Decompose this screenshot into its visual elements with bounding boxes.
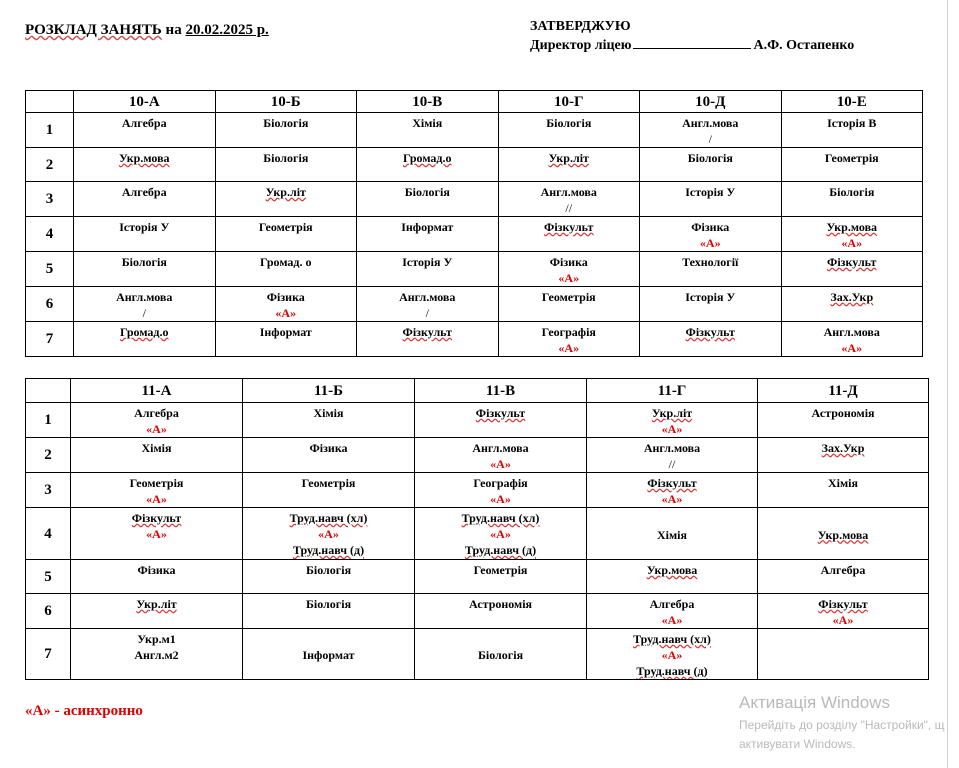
lesson-cell — [357, 287, 499, 322]
subject-name: Укр.мова — [118, 151, 170, 165]
subject-name: Біологія — [477, 648, 524, 662]
lesson-cell — [587, 438, 758, 473]
class-header: 10-А — [74, 91, 216, 113]
lesson-cell — [415, 403, 587, 438]
lesson-cell — [781, 322, 923, 357]
lesson-cell — [215, 287, 357, 322]
subject-name: Хімія — [828, 476, 858, 490]
subject-name: Труд.навч (д) — [636, 664, 708, 678]
table-row — [26, 508, 929, 560]
group-split-mark: / — [708, 132, 712, 146]
lesson-cell — [357, 148, 499, 182]
corner-cell — [26, 91, 74, 113]
lesson-number: 2 — [26, 148, 74, 182]
lesson-number: 3 — [26, 473, 71, 508]
lesson-cell — [758, 473, 929, 508]
lesson-cell — [415, 629, 587, 680]
subject-name: Зах.Укр — [830, 290, 874, 304]
table-row — [26, 148, 923, 182]
lesson-cell — [74, 113, 216, 148]
subject-name: Труд.навч (д) — [292, 543, 365, 557]
subject-name: Фізика — [137, 563, 176, 577]
subject-name: Геометрія — [541, 290, 596, 304]
subject-name: Геометрія — [258, 220, 313, 234]
subject-name: Фізика — [266, 290, 305, 304]
subject-name: Англ.м2 — [134, 648, 179, 662]
lesson-cell — [357, 182, 499, 217]
lesson-cell — [781, 182, 923, 217]
lesson-cell — [71, 560, 243, 594]
async-mark: «А» — [661, 492, 683, 506]
corner-cell — [26, 379, 71, 403]
lesson-cell — [215, 252, 357, 287]
title-on: на — [165, 22, 182, 38]
lesson-cell — [357, 113, 499, 148]
async-mark: «А» — [841, 236, 863, 250]
subject-name: Біологія — [263, 116, 309, 130]
table-row — [26, 473, 929, 508]
subject-name: Інформат — [259, 325, 312, 339]
lesson-cell — [758, 438, 929, 473]
lesson-cell — [781, 252, 923, 287]
lesson-cell — [243, 403, 415, 438]
lesson-cell — [640, 322, 782, 357]
lesson-cell — [243, 508, 415, 560]
subject-name: Труд.навч (хл) — [461, 511, 540, 525]
class-header: 10-Б — [215, 91, 357, 113]
lesson-number: 5 — [26, 252, 74, 287]
subject-name: Алгебра — [121, 116, 167, 130]
lesson-number: 3 — [26, 182, 74, 217]
subject-name: Інформат — [302, 648, 355, 662]
lesson-cell — [758, 594, 929, 629]
lesson-cell — [587, 629, 758, 680]
lesson-cell — [640, 113, 782, 148]
table-row — [26, 113, 923, 148]
subject-name: Географія — [541, 325, 596, 339]
subject-name: Біологія — [263, 151, 309, 165]
subject-name: Біологія — [546, 116, 592, 130]
subject-name: Біологія — [687, 151, 733, 165]
subject-name: Історія У — [685, 185, 736, 199]
lesson-number: 5 — [26, 560, 71, 594]
watermark-line-1: Перейдіть до розділу "Настройки", щ — [739, 718, 945, 732]
lesson-cell — [640, 287, 782, 322]
subject-name: Англ.мова — [682, 116, 739, 130]
subject-name: Громад. о — [260, 255, 312, 269]
subject-name: Труд.навч (хл) — [289, 511, 368, 525]
lesson-cell — [498, 252, 640, 287]
table-row — [26, 217, 923, 252]
subject-name: Історія У — [402, 255, 453, 269]
group-split-mark: // — [565, 201, 573, 215]
lesson-cell — [758, 403, 929, 438]
subject-name: Укр.м1 — [137, 632, 176, 646]
lesson-cell — [587, 508, 758, 560]
class-header: 11-В — [415, 379, 587, 403]
subject-name: Фізкульт — [818, 597, 868, 611]
page-title — [25, 22, 269, 39]
class-header: 11-Б — [243, 379, 415, 403]
subject-name: Укр.мова — [826, 220, 878, 234]
lesson-cell — [243, 438, 415, 473]
async-mark: «А» — [558, 341, 580, 355]
lesson-number: 7 — [26, 322, 74, 357]
subject-name: Укр.літ — [136, 597, 177, 611]
lesson-cell — [71, 508, 243, 560]
lesson-cell — [587, 594, 758, 629]
subject-name: Алгебра — [121, 185, 167, 199]
class-header: 11-Д — [758, 379, 929, 403]
lesson-cell — [74, 148, 216, 182]
subject-name: Біологія — [829, 185, 875, 199]
watermark-title: Активація Windows — [739, 693, 890, 712]
lesson-cell — [498, 217, 640, 252]
async-mark: «А» — [558, 271, 580, 285]
class-header: 10-В — [357, 91, 499, 113]
lesson-cell — [243, 473, 415, 508]
subject-name: Хімія — [412, 116, 443, 130]
subject-name: Астрономія — [468, 597, 533, 611]
subject-name: Інформат — [401, 220, 454, 234]
subject-name: Алгебра — [820, 563, 866, 577]
async-mark: «А» — [490, 457, 511, 471]
async-mark: «А» — [146, 492, 167, 506]
subject-name: Геометрія — [301, 476, 356, 490]
lesson-cell — [71, 473, 243, 508]
lesson-cell — [640, 182, 782, 217]
async-mark: «А» — [661, 613, 683, 627]
async-mark: «А» — [490, 492, 511, 506]
subject-name: Біологія — [305, 563, 352, 577]
async-mark: «А» — [146, 422, 167, 436]
subject-name: Хімія — [657, 527, 687, 542]
lesson-cell — [640, 148, 782, 182]
subject-name: Історія У — [685, 290, 736, 304]
lesson-cell — [498, 148, 640, 182]
lesson-cell — [587, 560, 758, 594]
lesson-cell — [415, 473, 587, 508]
lesson-cell — [243, 594, 415, 629]
async-mark: «А» — [661, 422, 683, 436]
lesson-cell — [74, 182, 216, 217]
lesson-cell — [781, 148, 923, 182]
lesson-cell — [587, 473, 758, 508]
subject-name: Труд.навч (д) — [464, 543, 537, 557]
lesson-cell — [498, 322, 640, 357]
subject-name: Геометрія — [129, 476, 184, 490]
title-main: РОЗКЛАД ЗАНЯТЬ — [25, 22, 162, 38]
class-header: 11-А — [71, 379, 243, 403]
async-mark: «А» — [146, 527, 167, 541]
page-edge — [947, 0, 948, 768]
subject-name: Геометрія — [824, 151, 879, 165]
subject-name: Укр.літ — [265, 185, 306, 199]
director-label: Директор ліцею — [530, 38, 632, 53]
async-mark: «А» — [490, 527, 511, 541]
subject-name: Фізкульт — [402, 325, 452, 339]
lesson-cell — [498, 113, 640, 148]
subject-name: Громад.о — [120, 325, 169, 339]
async-mark: «А» — [832, 613, 854, 627]
lesson-cell — [74, 287, 216, 322]
subject-name: Хімія — [141, 441, 172, 455]
class-header: 11-Г — [587, 379, 758, 403]
lesson-cell — [415, 560, 587, 594]
subject-name: Біологія — [121, 255, 167, 269]
subject-name: Алгебра — [134, 406, 179, 420]
async-mark: «А» — [699, 236, 721, 250]
subject-name: Труд.навч (хл) — [633, 632, 711, 646]
subject-name: Англ.мова — [472, 441, 529, 455]
lesson-number: 6 — [26, 594, 71, 629]
lesson-cell — [71, 403, 243, 438]
lesson-cell — [357, 252, 499, 287]
lesson-cell — [498, 182, 640, 217]
class-header: 10-Г — [498, 91, 640, 113]
lesson-number: 6 — [26, 287, 74, 322]
lesson-cell — [781, 217, 923, 252]
subject-name: Фізкульт — [544, 220, 594, 234]
lesson-cell — [215, 148, 357, 182]
lesson-cell — [758, 508, 929, 560]
lesson-number: 1 — [26, 113, 74, 148]
lesson-cell — [587, 403, 758, 438]
subject-name: Укр.мова — [646, 563, 698, 577]
async-mark: «А» — [841, 341, 863, 355]
subject-name: Укр.літ — [651, 406, 693, 420]
subject-name: Фізика — [549, 255, 588, 269]
group-split-mark: / — [425, 306, 429, 320]
lesson-number: 1 — [26, 403, 71, 438]
class-header: 10-Е — [781, 91, 923, 113]
windows-activation-watermark — [739, 693, 944, 754]
schedule-table-11 — [25, 378, 929, 680]
legend-note: «А» - асинхронно — [25, 703, 143, 719]
subject-name: Алгебра — [649, 597, 695, 611]
subject-name: Історія У — [119, 220, 170, 234]
lesson-cell — [243, 560, 415, 594]
subject-name: Фізкульт — [475, 406, 526, 420]
lesson-cell — [74, 217, 216, 252]
subject-name: Географія — [473, 476, 528, 490]
subject-name: Біологія — [404, 185, 450, 199]
lesson-cell — [215, 113, 357, 148]
group-split-mark: // — [668, 457, 676, 471]
lesson-cell — [498, 287, 640, 322]
lesson-cell — [215, 217, 357, 252]
lesson-cell — [781, 287, 923, 322]
signature-line — [633, 36, 751, 49]
subject-name: Укр.літ — [548, 151, 589, 165]
subject-name: Англ.мова — [643, 441, 701, 455]
subject-name: Біологія — [305, 597, 352, 611]
lesson-cell — [357, 217, 499, 252]
lesson-cell — [215, 322, 357, 357]
async-mark: «А» — [318, 527, 339, 541]
lesson-cell — [415, 438, 587, 473]
subject-name: Фізика — [691, 220, 730, 234]
approval-block — [530, 17, 854, 55]
lesson-cell — [758, 629, 929, 680]
lesson-cell — [781, 113, 923, 148]
subject-name: Громад.о — [403, 151, 452, 165]
subject-name: Укр.мова — [817, 527, 869, 542]
table-row — [26, 438, 929, 473]
group-split-mark: / — [142, 306, 146, 320]
subject-name: Геометрія — [473, 563, 528, 577]
subject-name: Англ.мова — [823, 325, 880, 339]
lesson-cell — [243, 629, 415, 680]
lesson-number: 7 — [26, 629, 71, 680]
table-row — [26, 560, 929, 594]
subject-name: Астрономія — [811, 406, 875, 420]
subject-name: Фізкульт — [685, 325, 735, 339]
lesson-cell — [71, 594, 243, 629]
lesson-number: 2 — [26, 438, 71, 473]
class-header: 10-Д — [640, 91, 782, 113]
subject-name: Зах.Укр — [821, 441, 865, 455]
director-name: А.Ф. Остапенко — [753, 38, 855, 53]
lesson-cell — [758, 560, 929, 594]
table-row — [26, 403, 929, 438]
lesson-cell — [71, 438, 243, 473]
subject-name: Англ.мова — [116, 290, 173, 304]
subject-name: Технології — [682, 255, 739, 269]
table-row — [26, 287, 923, 322]
title-date: 20.02.2025 р. — [185, 22, 269, 38]
subject-name: Фізкульт — [827, 255, 877, 269]
subject-name: Фізкульт — [647, 476, 697, 490]
lesson-cell — [74, 252, 216, 287]
lesson-cell — [640, 252, 782, 287]
async-mark: «А» — [275, 306, 297, 320]
watermark-line-2: активувати Windows. — [739, 737, 856, 751]
subject-name: Англ.мова — [540, 185, 597, 199]
table-row — [26, 252, 923, 287]
subject-name: Фізика — [309, 441, 348, 455]
table-row — [26, 182, 923, 217]
lesson-cell — [640, 217, 782, 252]
lesson-cell — [74, 322, 216, 357]
approve-label: ЗАТВЕРДЖУЮ — [530, 19, 631, 34]
lesson-cell — [415, 594, 587, 629]
lesson-cell — [357, 322, 499, 357]
table-row — [26, 629, 929, 680]
table-row — [26, 322, 923, 357]
subject-name: Англ.мова — [399, 290, 456, 304]
table-row — [26, 594, 929, 629]
subject-name: Історія В — [827, 116, 877, 130]
lesson-cell — [71, 629, 243, 680]
subject-name: Фізкульт — [131, 511, 182, 525]
lesson-number: 4 — [26, 217, 74, 252]
schedule-table-10 — [25, 90, 923, 357]
subject-name: Хімія — [313, 406, 344, 420]
lesson-number: 4 — [26, 508, 71, 560]
async-mark: «А» — [661, 648, 683, 662]
lesson-cell — [415, 508, 587, 560]
lesson-cell — [215, 182, 357, 217]
